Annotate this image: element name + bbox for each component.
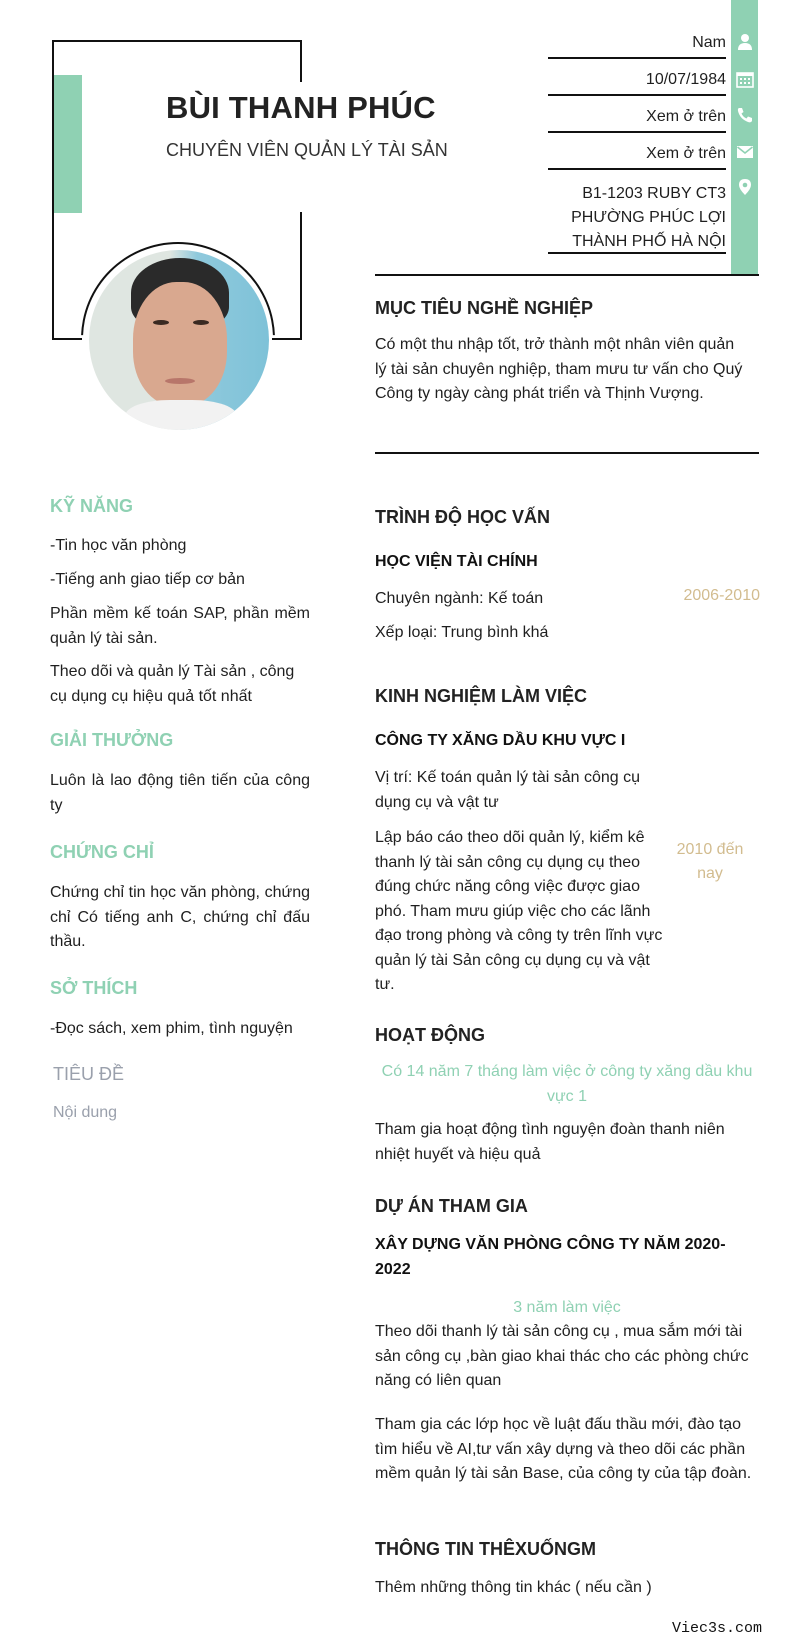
header-frame-bottom-left bbox=[52, 338, 82, 340]
hobbies-heading: SỞ THÍCH bbox=[50, 978, 138, 998]
project-text-1: Theo dõi thanh lý tài sản công cụ , mua sắm mới tài sản công cụ ,bàn giao khai thác cho các phòng chức năng có liên quan bbox=[375, 1323, 749, 1389]
divider bbox=[548, 168, 726, 170]
experience-period: 2010 đến nay bbox=[676, 841, 744, 882]
skill-item: -Tin học văn phòng bbox=[50, 537, 187, 554]
experience-heading: KINH NGHIỆM LÀM VIỆC bbox=[375, 686, 588, 706]
skill-item: Phần mềm kế toán SAP, phần mềm quản lý tài sản. bbox=[50, 605, 310, 647]
skill-item: Theo dõi và quản lý Tài sản , công cụ dụng cụ hiệu quả tốt nhất bbox=[50, 663, 295, 705]
header-frame-bottom-right bbox=[272, 338, 302, 340]
contact-email: Xem ở trên bbox=[646, 145, 726, 162]
certificates-heading: CHỨNG CHỈ bbox=[50, 842, 154, 862]
skills-heading: KỸ NĂNG bbox=[50, 496, 134, 516]
header-frame-right-bottom bbox=[300, 212, 302, 340]
awards-heading: GIẢI THƯỞNG bbox=[50, 730, 174, 750]
contact-phone: Xem ở trên bbox=[646, 108, 726, 125]
company-name: CÔNG TY XĂNG DẦU KHU VỰC I bbox=[375, 732, 626, 749]
watermark: Viec3s.com bbox=[672, 1620, 763, 1637]
mail-icon bbox=[736, 143, 754, 161]
projects-heading: DỰ ÁN THAM GIA bbox=[375, 1196, 528, 1216]
placeholder-text: Nội dung bbox=[53, 1104, 118, 1121]
objective-heading: MỤC TIÊU NGHỀ NGHIỆP bbox=[375, 298, 594, 318]
skill-item: -Tiếng anh giao tiếp cơ bản bbox=[50, 571, 245, 588]
certificates-text: Chứng chỉ tin học văn phòng, chứng chỉ Có tiếng anh C, chứng chỉ đấu thầu. bbox=[50, 884, 310, 950]
project-duration: 3 năm làm việc bbox=[513, 1299, 621, 1316]
awards-text: Luôn là lao động tiên tiến của công ty bbox=[50, 772, 310, 814]
candidate-name: BÙI THANH PHÚC bbox=[166, 90, 436, 125]
divider bbox=[548, 57, 726, 59]
calendar-icon bbox=[736, 70, 754, 88]
header-frame-top bbox=[52, 40, 302, 42]
section-divider bbox=[375, 452, 759, 454]
activities-highlight: Có 14 năm 7 tháng làm việc ở công ty xăng dầu khu vực 1 bbox=[381, 1063, 753, 1105]
section-divider bbox=[375, 274, 759, 276]
contact-gender: Nam bbox=[692, 34, 726, 51]
education-period: 2006-2010 bbox=[683, 587, 760, 604]
education-heading: TRÌNH ĐỘ HỌC VẤN bbox=[375, 507, 550, 527]
contact-address: B1-1203 RUBY CT3 PHƯỜNG PHÚC LỢI THÀNH PHỐ HÀ NỘI bbox=[571, 185, 726, 250]
hobbies-text: -Đọc sách, xem phim, tình nguyện bbox=[50, 1020, 293, 1037]
contact-birthday: 10/07/1984 bbox=[645, 71, 726, 88]
location-pin-icon bbox=[736, 178, 754, 196]
additional-heading: THÔNG TIN THÊXUỐNGM bbox=[375, 1539, 596, 1559]
education-grade: Xếp loại: Trung bình khá bbox=[375, 624, 549, 641]
divider bbox=[548, 252, 726, 254]
divider bbox=[548, 131, 726, 133]
activities-heading: HOẠT ĐỘNG bbox=[375, 1025, 485, 1045]
header-frame-right-top bbox=[300, 40, 302, 82]
phone-icon bbox=[736, 106, 754, 124]
additional-text: Thêm những thông tin khác ( nếu cần ) bbox=[375, 1579, 652, 1596]
user-icon bbox=[736, 33, 754, 51]
school-name: HỌC VIỆN TÀI CHÍNH bbox=[375, 553, 538, 570]
experience-position: Vị trí: Kế toán quản lý tài sản công cụ dụng cụ và vật tư bbox=[375, 769, 641, 811]
education-major: Chuyên ngành: Kế toán bbox=[375, 590, 544, 607]
activities-text: Tham gia hoạt động tình nguyện đoàn thanh niên nhiệt huyết và hiệu quả bbox=[375, 1121, 725, 1163]
divider bbox=[548, 94, 726, 96]
placeholder-heading: TIÊU ĐỀ bbox=[53, 1064, 125, 1084]
project-name: XÂY DỰNG VĂN PHÒNG CÔNG TY NĂM 2020-2022 bbox=[375, 1236, 726, 1278]
experience-description: Lập báo cáo theo dõi quản lý, kiểm kê thanh lý tài sản công cụ dụng cụ theo đúng chức năng công việc được giao phó. Tham mưu giúp việc cho các lãnh đạo trong phòng và công ty trên lĩnh vực quản lý tài Sản công cụ dụng cụ và vật tư. bbox=[375, 829, 663, 993]
avatar bbox=[89, 250, 269, 430]
job-title: CHUYÊN VIÊN QUẢN LÝ TÀI SẢN bbox=[166, 140, 448, 160]
objective-text: Có một thu nhập tốt, trở thành một nhân viên quản lý tài sản chuyên nghiệp, tham mưu tư vấn cho Quý Công ty ngày càng phát triển và Thịnh Vượng. bbox=[375, 336, 743, 402]
project-text-2: Tham gia các lớp học về luật đấu thầu mới, đào tạo tìm hiểu về AI,tư vấn xây dựng và theo dõi các phần mềm quản lý tài sản Base, của công ty của tập đoàn. bbox=[375, 1416, 752, 1482]
accent-bar bbox=[54, 75, 82, 213]
